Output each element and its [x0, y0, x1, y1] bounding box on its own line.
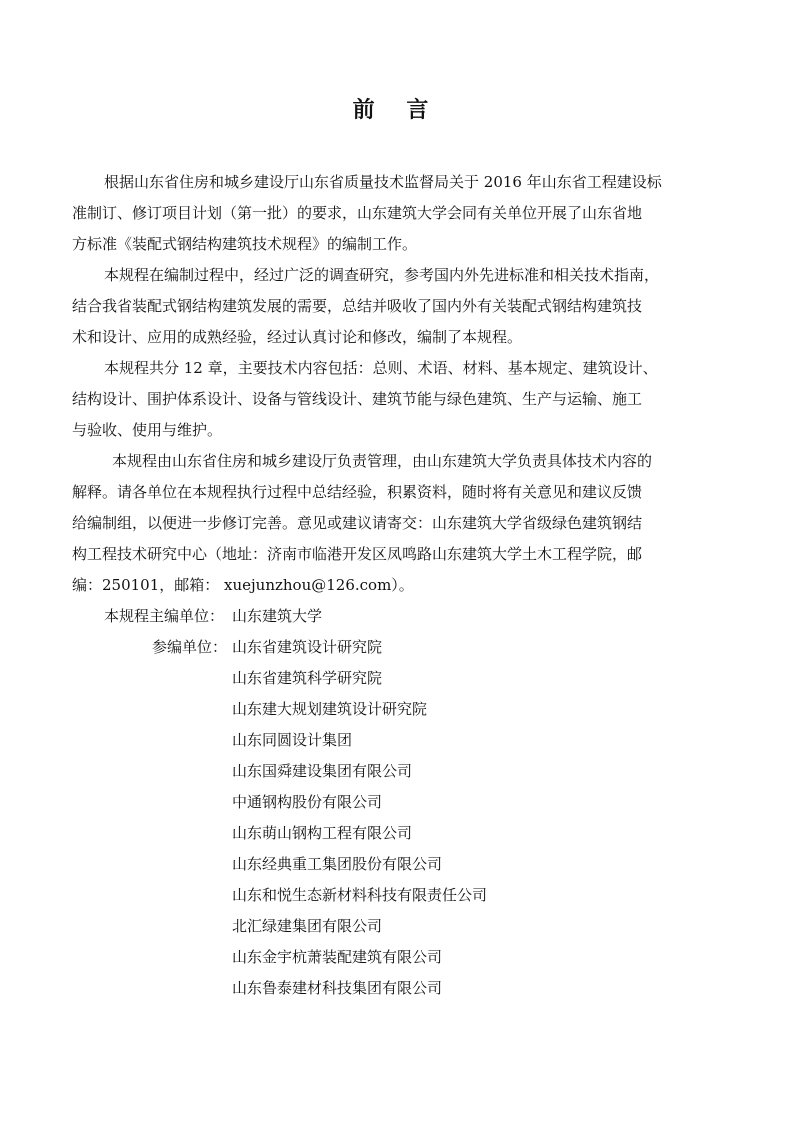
participating-unit: 中通钢构股份有限公司: [232, 793, 383, 811]
paragraph-1-line-1: 根据山东省住房和城乡建设厅山东省质量技术监督局关于 2016 年山东省工程建设标: [104, 173, 662, 191]
participating-unit: 山东国舜建设集团有限公司: [232, 762, 413, 780]
participating-unit: 山东鲁泰建材科技集团有限公司: [232, 979, 443, 997]
participating-unit: 山东经典重工集团股份有限公司: [232, 855, 443, 873]
participating-unit: 山东同圆设计集团: [232, 731, 353, 749]
paragraph-2-line-2: 结合我省装配式钢结构建筑发展的需要，总结并吸收了国内外有关装配式钢结构建筑技: [72, 297, 643, 315]
paragraph-4-line-1: 本规程由山东省住房和城乡建设厅负责管理，由山东建筑大学负责具体技术内容的: [112, 452, 653, 470]
paragraph-3-line-3: 与验收、使用与维护。: [72, 421, 223, 439]
chief-unit-label: 本规程主编单位：: [104, 607, 225, 625]
page-title: 前 言: [352, 97, 441, 123]
paragraph-2-line-1: 本规程在编制过程中，经过广泛的调查研究，参考国内外先进标准和相关技术指南，: [104, 266, 660, 284]
participating-unit: 山东省建筑科学研究院: [232, 669, 383, 687]
chief-unit-name: 山东建筑大学: [232, 607, 323, 625]
paragraph-4-line-5: 编：250101，邮箱： xuejunzhou@126.com）。: [72, 576, 414, 594]
paragraph-1-line-2: 准制订、修订项目计划（第一批）的要求，山东建筑大学会同有关单位开展了山东省地: [72, 204, 643, 222]
paragraph-4-line-3: 给编制组，以便进一步修订完善。意见或建议请寄交：山东建筑大学省级绿色建筑钢结: [72, 514, 643, 532]
participating-unit: 山东建大规划建筑设计研究院: [232, 700, 428, 718]
paragraph-2-line-3: 术和设计、应用的成熟经验，经过认真讨论和修改，编制了本规程。: [72, 328, 523, 346]
paragraph-4-line-4: 构工程技术研究中心（地址：济南市临港开发区凤鸣路山东建筑大学土木工程学院，邮: [72, 545, 643, 563]
participating-units-label: 参编单位：: [152, 638, 228, 656]
paragraph-1-line-3: 方标准《装配式钢结构建筑技术规程》的编制工作。: [72, 235, 418, 253]
paragraph-3-line-1: 本规程共分 12 章，主要技术内容包括：总则、术语、材料、基本规定、建筑设计、: [104, 359, 658, 377]
participating-unit: 山东萌山钢构工程有限公司: [232, 824, 413, 842]
paragraph-3-line-2: 结构设计、围护体系设计、设备与管线设计、建筑节能与绿色建筑、生产与运输、施工: [72, 390, 643, 408]
participating-unit: 北汇绿建集团有限公司: [232, 917, 383, 935]
participating-unit: 山东省建筑设计研究院: [232, 638, 383, 656]
paragraph-4-line-2: 解释。请各单位在本规程执行过程中总结经验，积累资料，随时将有关意见和建议反馈: [72, 483, 643, 501]
participating-unit: 山东金宇杭萧装配建筑有限公司: [232, 948, 443, 966]
participating-unit: 山东和悦生态新材料科技有限责任公司: [232, 886, 488, 904]
